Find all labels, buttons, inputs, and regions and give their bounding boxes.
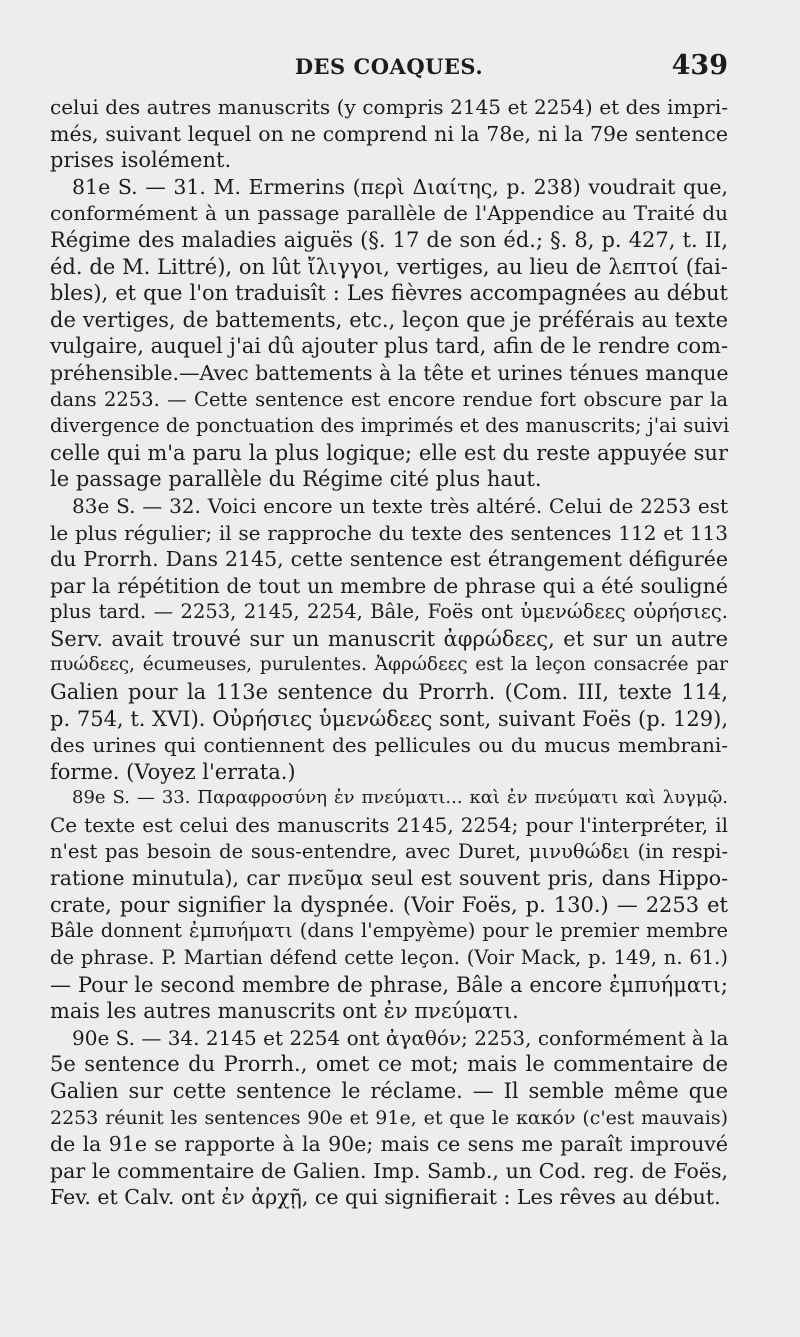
text-line: mais les autres manuscrits ont ἐν πνεύματι. — [50, 999, 519, 1024]
text-line: dans 2253. — Cette sentence est encore rendue fort obscure par la — [50, 387, 728, 411]
text-line: p. 754, t. XVI). Οὐρήσιες ὑμενώδεες sont, suivant Foës (p. 129), — [50, 706, 728, 731]
text-line: de phrase. P. Martian défend cette leçon. (Voir Mack, p. 149, n. 61.) — [50, 946, 728, 969]
text-line: πυώδεες, écumeuses, purulentes. Ἀφρώδεες est la leçon consacrée par — [50, 654, 728, 676]
text-line: forme. (Voyez l'errata.) — [50, 759, 296, 784]
text-line: divergence de ponctuation des imprimés et des manuscrits; j'ai suivi — [50, 414, 730, 438]
text-line: du Prorrh. Dans 2145, cette sentence est étrangement défigurée — [50, 547, 728, 572]
text-line: Galien sur cette sentence le réclame. — Il semble même que — [50, 1078, 728, 1103]
text-line: bles), et que l'on traduisît : Les fièvres accompagnées au début — [50, 281, 728, 306]
text-line: vulgaire, auquel j'ai dû ajouter plus tard, afin de le rendre com- — [50, 334, 729, 359]
text-line: éd. de M. Littré), on lût ἴλιγγοι, vertiges, au lieu de λεπτοί (fai- — [50, 254, 728, 279]
text-line: le passage parallèle du Régime cité plus haut. — [50, 467, 542, 492]
text-line: 89e S. — 33. Παραφροσύνη ἐν πνεύματι... καὶ ἐν πνεύματι καὶ λυγμῷ. — [72, 787, 728, 809]
text-line: 90e S. — 34. 2145 et 2254 ont ἀγαθόν; 2253, conformément à la — [72, 1025, 729, 1050]
text-line: Galien pour la 113e sentence du Prorrh. (Com. III, texte 114, — [50, 680, 728, 705]
text-line: des urines qui contiennent des pellicules ou du mucus membrani- — [50, 733, 728, 758]
text-line: — Pour le second membre de phrase, Bâle a encore ἐμπυήματι; — [50, 972, 728, 997]
page-number: 439 — [671, 50, 728, 81]
text-line: Régime des maladies aiguës (§. 17 de son éd.; §. 8, p. 427, t. II, — [50, 227, 728, 252]
text-line: de vertiges, de battements, etc., leçon que je préférais au texte — [50, 307, 728, 332]
page-header — [48, 50, 730, 84]
body-text — [50, 94, 728, 1211]
text-line: par la répétition de tout un membre de phrase qui a été souligné — [50, 573, 728, 598]
text-line: plus tard. — 2253, 2145, 2254, Bâle, Foës ont ὑμενώδεες οὐρήσιες. — [50, 600, 728, 624]
text-line: par le commentaire de Galien. Imp. Samb., un Cod. reg. de Foës, — [50, 1158, 728, 1183]
text-line: Serv. avait trouvé sur un manuscrit ἀφρώδεες, et sur un autre — [50, 626, 728, 651]
text-line: 83e S. — 32. Voici encore un texte très altéré. Celui de 2253 est — [72, 493, 728, 518]
text-line: le plus régulier; il se rapproche du texte des sentences 112 et 113 — [50, 520, 728, 545]
text-line: ratione minutula), car πνεῦμα seul est souvent pris, dans Hippo- — [50, 866, 728, 891]
text-line: celui des autres manuscrits (y compris 2145 et 2254) et des impri- — [50, 95, 728, 119]
text-line: Bâle donnent ἐμπυήματι (dans l'empyème) pour le premier membre — [50, 919, 728, 943]
text-line: més, suivant lequel on ne comprend ni la 78e, ni la 79e sentence — [50, 121, 728, 146]
text-line: Fev. et Calv. ont ἐν ἀρχῇ, ce qui signifierait : Les rêves au début. — [50, 1185, 721, 1210]
text-line: crate, pour signifier la dyspnée. (Voir Foës, p. 130.) — 2253 et — [50, 892, 728, 917]
text-line: 2253 réunit les sentences 90e et 91e, et que le κακόν (c'est mauvais) — [50, 1106, 728, 1129]
text-line: Ce texte est celui des manuscrits 2145, 2254; pour l'interpréter, il — [50, 813, 728, 838]
running-head: DES COAQUES. — [294, 54, 484, 79]
text-line: de la 91e se rapporte à la 90e; mais ce sens me paraît improuvé — [50, 1132, 728, 1157]
text-line: prises isolément. — [50, 148, 232, 173]
text-line: n'est pas besoin de sous-entendre, avec Duret, μινυθώδει (in respi- — [50, 839, 728, 863]
text-line: 5e sentence du Prorrh., omet ce mot; mais le commentaire de — [50, 1052, 728, 1077]
text-line: conformément à un passage parallèle de l'Appendice au Traité du — [50, 201, 728, 226]
text-line: 81e S. — 31. M. Ermerins (περὶ Διαίτης, p. 238) voudrait que, — [72, 174, 728, 199]
text-line: celle qui m'a paru la plus logique; elle est du reste appuyée sur — [50, 440, 728, 465]
text-line: préhensible.—Avec battements à la tête et urines ténues manque — [50, 360, 729, 385]
